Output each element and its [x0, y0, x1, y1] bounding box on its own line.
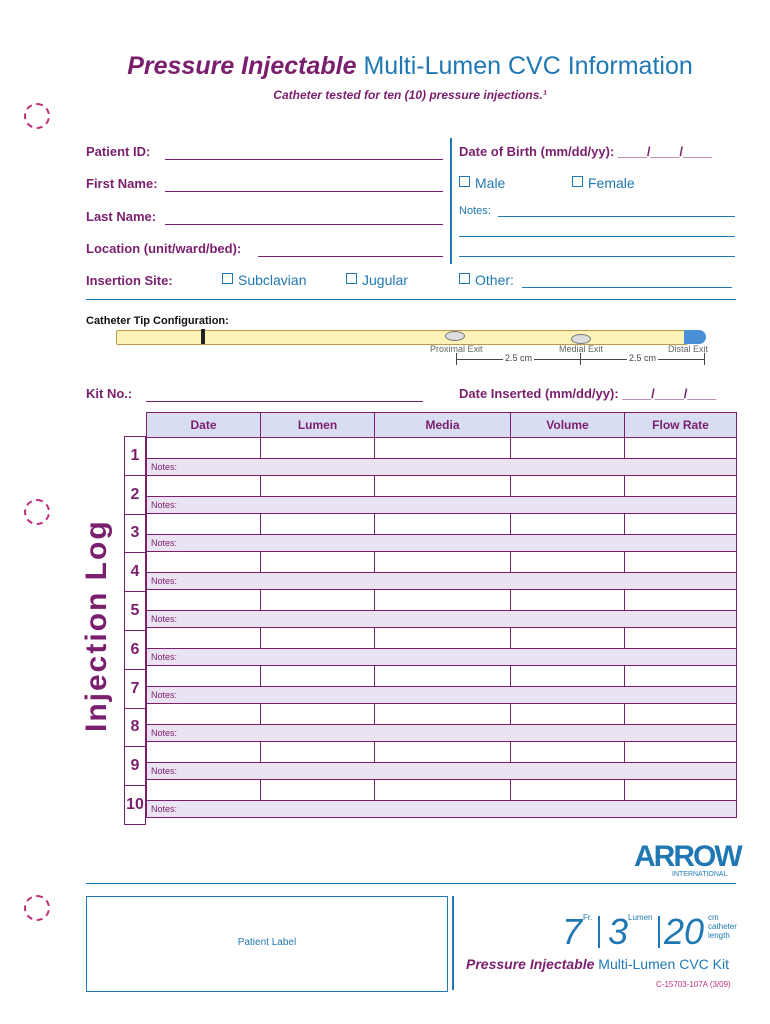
notes-row	[147, 497, 737, 514]
dob-label: Date of Birth (mm/dd/yy): ____/____/____	[459, 144, 712, 159]
log-cell[interactable]	[147, 514, 261, 535]
table-row	[147, 780, 737, 801]
col-volume: Volume	[511, 413, 625, 438]
log-cell[interactable]	[147, 742, 261, 763]
proximal-exit-label: Proximal Exit	[430, 344, 483, 354]
injection-log-table	[146, 412, 736, 818]
table-row	[147, 438, 737, 459]
log-cell[interactable]	[261, 704, 375, 725]
section-divider	[86, 299, 736, 300]
notes-row	[147, 801, 737, 818]
log-cell[interactable]	[375, 666, 511, 687]
arrow-logo-sub: INTERNATIONAL	[672, 871, 728, 878]
log-cell[interactable]	[261, 438, 375, 459]
log-cell[interactable]	[375, 628, 511, 649]
log-cell[interactable]	[511, 780, 625, 801]
log-cell[interactable]	[625, 552, 737, 573]
log-cell[interactable]	[625, 514, 737, 535]
checkbox-icon	[572, 176, 583, 187]
title-rest: Multi-Lumen CVC Information	[363, 52, 693, 80]
log-cell[interactable]	[261, 666, 375, 687]
log-cell[interactable]	[511, 590, 625, 611]
female-option[interactable]: Female	[572, 175, 635, 191]
patient-id-field[interactable]	[165, 159, 443, 160]
medial-exit-label: Medial Exit	[559, 344, 604, 354]
log-cell[interactable]	[147, 780, 261, 801]
notes-label: Notes:	[459, 205, 491, 217]
log-cell[interactable]	[261, 476, 375, 497]
table-row	[147, 476, 737, 497]
notes-cell[interactable]: Notes:	[147, 535, 737, 552]
log-cell[interactable]	[511, 552, 625, 573]
injection-log-title: Injection Log	[80, 519, 113, 732]
distal-exit-label: Distal Exit	[668, 344, 709, 354]
jugular-option[interactable]: Jugular	[346, 272, 408, 288]
row-number: 9	[124, 746, 146, 786]
log-cell[interactable]	[147, 476, 261, 497]
log-cell[interactable]	[375, 438, 511, 459]
log-cell[interactable]	[261, 628, 375, 649]
other-option[interactable]: Other:	[459, 272, 514, 288]
notes-field[interactable]	[459, 236, 735, 237]
notes-row	[147, 573, 737, 590]
log-cell[interactable]	[625, 476, 737, 497]
table-row	[147, 666, 737, 687]
title-bold: Pressure Injectable	[127, 52, 357, 80]
kit-name-rest: Multi-Lumen CVC Kit	[598, 956, 729, 972]
log-cell[interactable]	[261, 590, 375, 611]
notes-cell[interactable]: Notes:	[147, 725, 737, 742]
log-cell[interactable]	[261, 552, 375, 573]
log-cell[interactable]	[375, 590, 511, 611]
spec-divider	[658, 916, 660, 948]
log-cell[interactable]	[511, 742, 625, 763]
table-row	[147, 514, 737, 535]
notes-field[interactable]	[459, 256, 735, 257]
male-option[interactable]: Male	[459, 175, 505, 191]
last-name-field[interactable]	[165, 224, 443, 225]
log-cell[interactable]	[375, 552, 511, 573]
notes-row	[147, 535, 737, 552]
row-number: 4	[124, 552, 146, 592]
table-row	[147, 628, 737, 649]
subtitle: Catheter tested for ten (10) pressure injections.¹	[273, 88, 547, 102]
other-field[interactable]	[522, 287, 732, 288]
catheter-label: Catheter Tip Configuration:	[86, 315, 229, 327]
col-media: Media	[375, 413, 511, 438]
row-number: 1	[124, 436, 146, 476]
table-row	[147, 742, 737, 763]
fr-number: 7	[562, 911, 583, 952]
row-number: 6	[124, 630, 146, 670]
kit-name	[466, 956, 729, 972]
dimension-label: 2.5 cm	[505, 353, 533, 363]
log-cell[interactable]	[147, 704, 261, 725]
log-cell[interactable]	[625, 742, 737, 763]
insertion-site-label: Insertion Site:	[86, 273, 173, 288]
checkbox-icon	[459, 273, 470, 284]
punch-hole-icon	[24, 499, 50, 525]
patient-label-text: Patient Label	[237, 937, 297, 948]
location-label: Location (unit/ward/bed):	[86, 241, 242, 256]
lumen-number: 3	[608, 911, 629, 952]
kit-name-bold: Pressure Injectable	[466, 956, 595, 972]
log-cell[interactable]	[511, 704, 625, 725]
log-cell[interactable]	[147, 552, 261, 573]
log-cell[interactable]	[375, 742, 511, 763]
col-date: Date	[147, 413, 261, 438]
date-inserted-label: Date Inserted (mm/dd/yy): ____/____/____	[459, 386, 717, 401]
log-cell[interactable]	[375, 476, 511, 497]
notes-cell[interactable]: Notes:	[147, 763, 737, 780]
notes-field[interactable]	[498, 216, 735, 217]
log-cell[interactable]	[511, 438, 625, 459]
log-cell[interactable]	[375, 704, 511, 725]
log-cell[interactable]	[511, 628, 625, 649]
row-number: 5	[124, 591, 146, 631]
row-number: 10	[124, 785, 146, 825]
dimension-tick	[456, 353, 457, 365]
notes-cell[interactable]: Notes:	[147, 573, 737, 590]
table-row	[147, 590, 737, 611]
row-number: 8	[124, 708, 146, 748]
log-cell[interactable]	[261, 780, 375, 801]
last-name-label: Last Name:	[86, 209, 157, 224]
length-unit: cm catheter length	[708, 913, 737, 940]
checkbox-icon	[459, 176, 470, 187]
row-number: 2	[124, 475, 146, 515]
log-cell[interactable]	[625, 704, 737, 725]
checkbox-icon	[222, 273, 233, 284]
log-cell[interactable]	[625, 666, 737, 687]
log-cell[interactable]	[375, 514, 511, 535]
fr-unit: Fr.	[583, 913, 593, 922]
kit-no-field[interactable]	[146, 401, 423, 402]
notes-row	[147, 649, 737, 666]
log-cell[interactable]	[261, 742, 375, 763]
footer-divider	[86, 883, 736, 884]
arrow-logo: ARROW	[634, 840, 741, 873]
log-cell[interactable]	[261, 514, 375, 535]
log-cell[interactable]	[147, 590, 261, 611]
row-numbers	[124, 437, 146, 825]
dimension-tick	[580, 353, 581, 365]
spec-divider	[598, 916, 600, 948]
first-name-label: First Name:	[86, 176, 158, 191]
patient-id-label: Patient ID:	[86, 144, 151, 159]
notes-row	[147, 459, 737, 476]
page-title	[0, 52, 770, 81]
log-cell[interactable]	[625, 590, 737, 611]
form-code: C-15703-107A (3/09)	[656, 980, 731, 989]
col-flow-rate: Flow Rate	[625, 413, 737, 438]
kit-no-label: Kit No.:	[86, 386, 133, 401]
first-name-field[interactable]	[165, 191, 443, 192]
log-cell[interactable]	[375, 780, 511, 801]
log-cell[interactable]	[147, 438, 261, 459]
patient-label-box	[86, 896, 448, 992]
lumen-unit: Lumen	[628, 913, 653, 922]
notes-cell[interactable]: Notes:	[147, 497, 737, 514]
proximal-port-icon	[445, 331, 465, 341]
notes-cell[interactable]: Notes:	[147, 649, 737, 666]
notes-row	[147, 611, 737, 628]
log-cell[interactable]	[625, 780, 737, 801]
divider	[450, 138, 452, 264]
log-cell[interactable]	[625, 438, 737, 459]
col-lumen: Lumen	[261, 413, 375, 438]
footer-vline	[452, 896, 454, 990]
notes-row	[147, 763, 737, 780]
catheter-tip-icon	[684, 330, 706, 344]
dimension-tick	[704, 353, 705, 365]
subclavian-option[interactable]: Subclavian	[222, 272, 307, 288]
log-cell[interactable]	[147, 666, 261, 687]
table-row	[147, 704, 737, 725]
log-cell[interactable]	[511, 514, 625, 535]
length-number: 20	[664, 911, 705, 952]
table-row	[147, 552, 737, 573]
punch-hole-icon	[24, 103, 50, 129]
log-cell[interactable]	[625, 628, 737, 649]
notes-row	[147, 725, 737, 742]
depth-marker-icon	[201, 329, 205, 344]
notes-cell[interactable]: Notes:	[147, 687, 737, 704]
location-field[interactable]	[258, 256, 443, 257]
notes-cell[interactable]: Notes:	[147, 611, 737, 628]
row-number: 3	[124, 514, 146, 554]
dimension-label: 2.5 cm	[629, 353, 657, 363]
checkbox-icon	[346, 273, 357, 284]
punch-hole-icon	[24, 895, 50, 921]
notes-cell[interactable]: Notes:	[147, 459, 737, 476]
notes-row	[147, 687, 737, 704]
log-cell[interactable]	[511, 476, 625, 497]
log-cell[interactable]	[511, 666, 625, 687]
log-cell[interactable]	[147, 628, 261, 649]
row-number: 7	[124, 669, 146, 709]
notes-cell[interactable]: Notes:	[147, 801, 737, 818]
medial-port-icon	[571, 334, 591, 344]
